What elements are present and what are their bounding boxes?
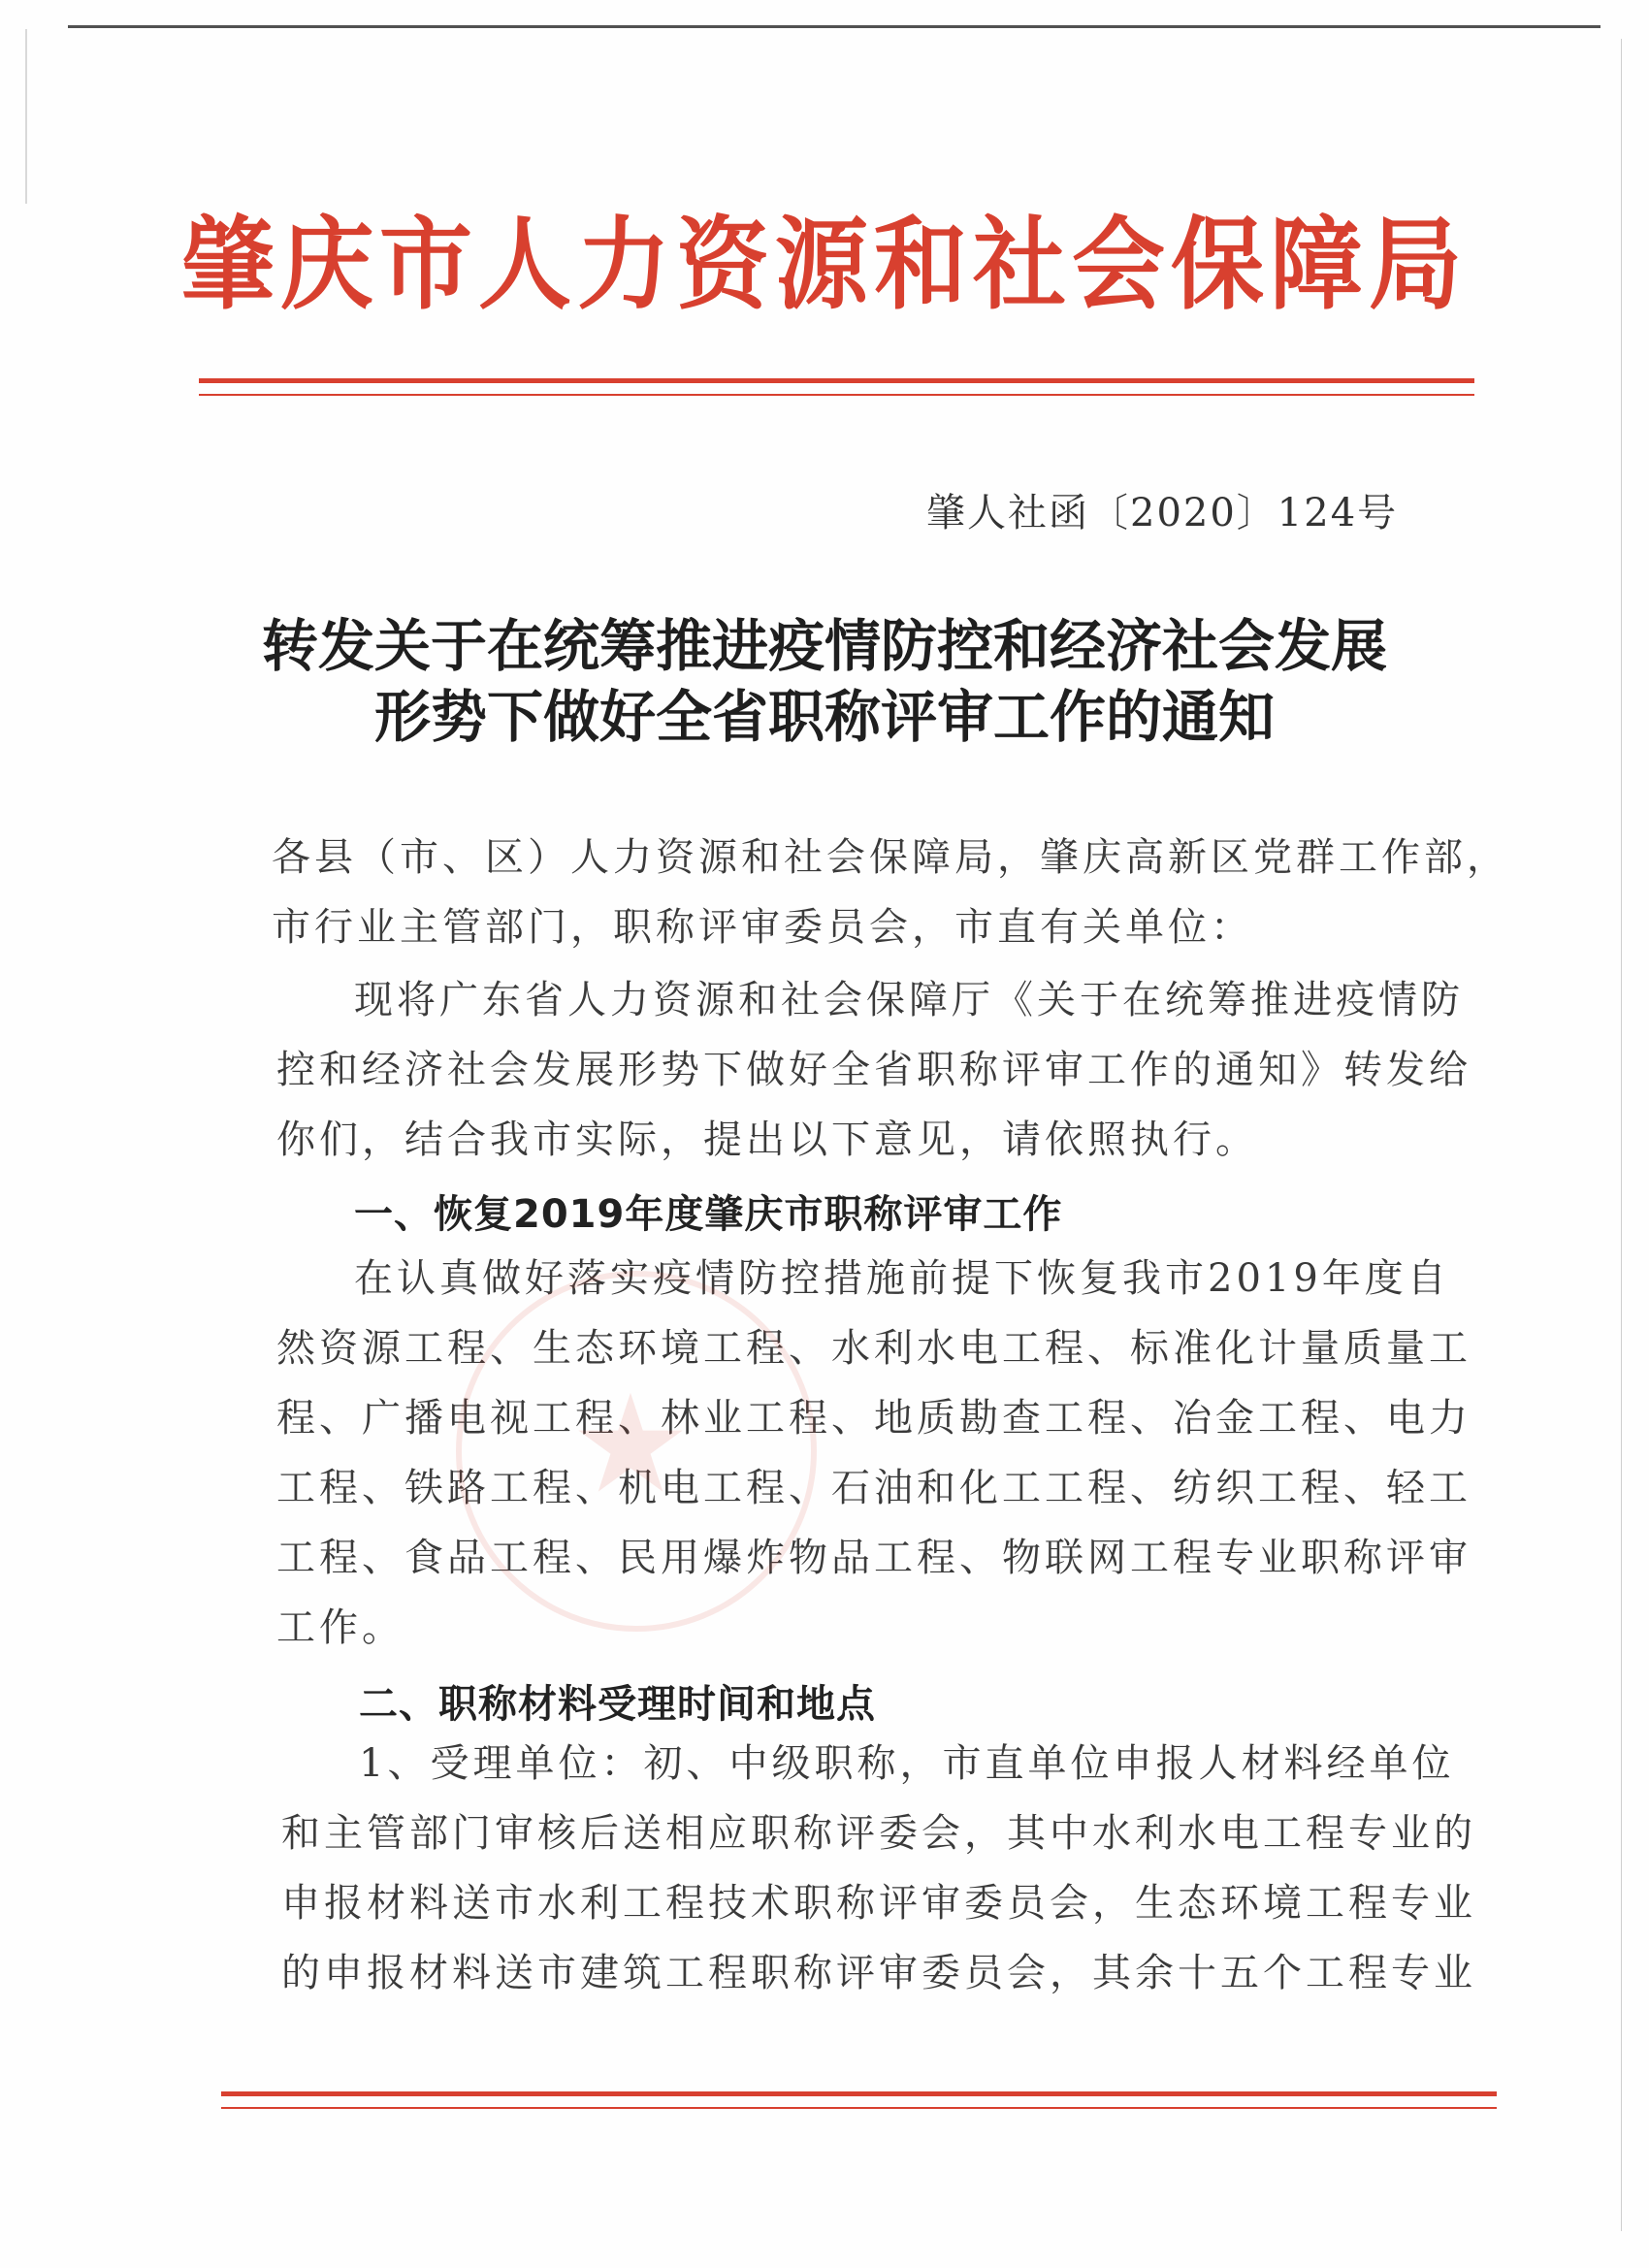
section-1-line: 工程、铁路工程、机电工程、石油和化工工程、纺织工程、轻工	[276, 1466, 1471, 1510]
footer-rule-thin	[221, 2107, 1497, 2109]
scan-border-line	[68, 25, 1600, 28]
section-2-heading: 二、职称材料受理时间和地点	[359, 1682, 876, 1727]
masthead-rule-thin	[199, 394, 1474, 396]
masthead-rule-thick	[199, 378, 1474, 383]
title-line-2: 形势下做好全省职称评审工作的通知	[373, 683, 1275, 750]
intro-line-3: 你们，结合我市实际，提出以下意见，请依照执行。	[276, 1118, 1258, 1162]
section-2-line: 的申报材料送市建筑工程职称评审委员会，其余十五个工程专业	[281, 1951, 1476, 1995]
section-2-line: 1、受理单位：初、中级职称，市直单位申报人材料经单位	[359, 1741, 1455, 1786]
section-2-line: 申报材料送市水利工程技术职称评审委员会，生态环境工程专业	[281, 1881, 1476, 1926]
intro-line-1: 现将广东省人力资源和社会保障厅《关于在统筹推进疫情防	[354, 978, 1464, 1022]
addressee-line-2: 市行业主管部门，职称评审委员会，市直有关单位：	[272, 905, 1253, 950]
scan-edge-line	[1621, 39, 1622, 2231]
footer-rule-thick	[221, 2091, 1497, 2096]
section-1-heading: 一、恢复2019年度肇庆市职称评审工作	[354, 1192, 1063, 1237]
scan-edge-shadow	[25, 29, 27, 204]
section-1-line: 工作。	[276, 1605, 404, 1650]
document-title	[194, 611, 1455, 752]
section-1-line: 工程、食品工程、民用爆炸物品工程、物联网工程专业职称评审	[276, 1536, 1471, 1580]
document-number: 肇人社函〔2020〕124号	[926, 491, 1399, 535]
issuer-masthead: 肇庆市人力资源和社会保障局	[181, 205, 1468, 324]
title-line-1: 转发关于在统筹推进疫情防控和经济社会发展	[261, 613, 1387, 679]
section-1-line: 程、广播电视工程、林业工程、地质勘查工程、冶金工程、电力	[276, 1396, 1471, 1441]
intro-line-2: 控和经济社会发展形势下做好全省职称评审工作的通知》转发给	[276, 1048, 1471, 1092]
addressee-line-1: 各县（市、区）人力资源和社会保障局，肇庆高新区党群工作部，	[272, 835, 1509, 880]
section-1-line: 然资源工程、生态环境工程、水利水电工程、标准化计量质量工	[276, 1326, 1471, 1371]
official-seal-star-icon: ★	[569, 1366, 692, 1524]
section-1-line: 在认真做好落实疫情防控措施前提下恢复我市2019年度自	[354, 1256, 1450, 1301]
section-2-line: 和主管部门审核后送相应职称评委会，其中水利水电工程专业的	[281, 1811, 1476, 1856]
